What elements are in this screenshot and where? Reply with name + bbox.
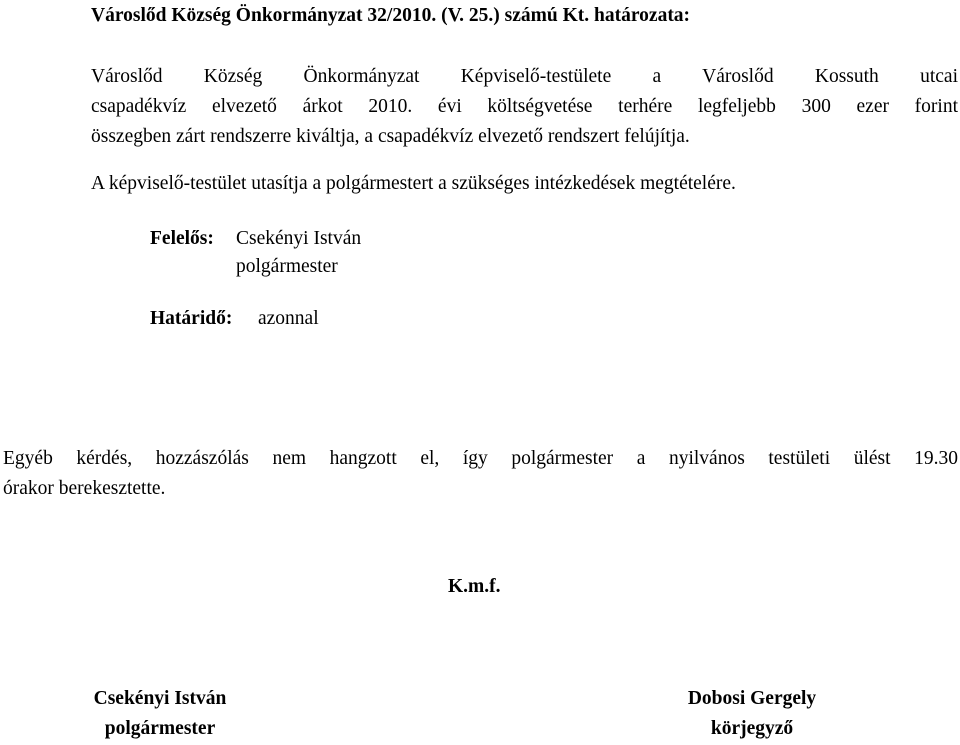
closing-paragraph (3, 444, 958, 504)
instruction-paragraph: A képviselő-testület utasítja a polgármestert a szükséges intézkedések megtételére. (91, 173, 736, 194)
closing-line: órakor berekesztette. (3, 478, 166, 499)
deadline-label: Határidő: (150, 308, 233, 329)
signatory-name: Csekényi István (93, 688, 227, 709)
responsible-name: Csekényi István (236, 228, 362, 249)
signatory-role: körjegyző (710, 718, 794, 739)
deadline-value: azonnal (258, 308, 319, 329)
resolution-line: csapadékvíz elvezető árkot 2010. évi költségvetése terhére legfeljebb 300 ezer forint (91, 96, 958, 117)
signature-block-mayor (60, 684, 260, 744)
responsible-role: polgármester (236, 256, 338, 277)
resolution-title: Városlőd Község Önkormányzat 32/2010. (V. 25.) számú Kt. határozata: (91, 5, 691, 26)
closing-line: Egyéb kérdés, hozzászólás nem hangzott el, így polgármester a nyilvános testületi ülést 19.30 (3, 448, 958, 469)
signature-block-notary (652, 684, 852, 744)
signatory-name: Dobosi Gergely (687, 688, 817, 709)
responsible-label: Felelős: (150, 228, 214, 249)
resolution-paragraph (91, 62, 958, 152)
kmf-mark: K.m.f. (448, 576, 501, 597)
resolution-line: összegben zárt rendszerre kiváltja, a csapadékvíz elvezető rendszert felújítja. (91, 126, 690, 147)
resolution-line: Városlőd Község Önkormányzat Képviselő-testülete a Városlőd Kossuth utcai (91, 66, 958, 87)
signatory-role: polgármester (104, 718, 216, 739)
